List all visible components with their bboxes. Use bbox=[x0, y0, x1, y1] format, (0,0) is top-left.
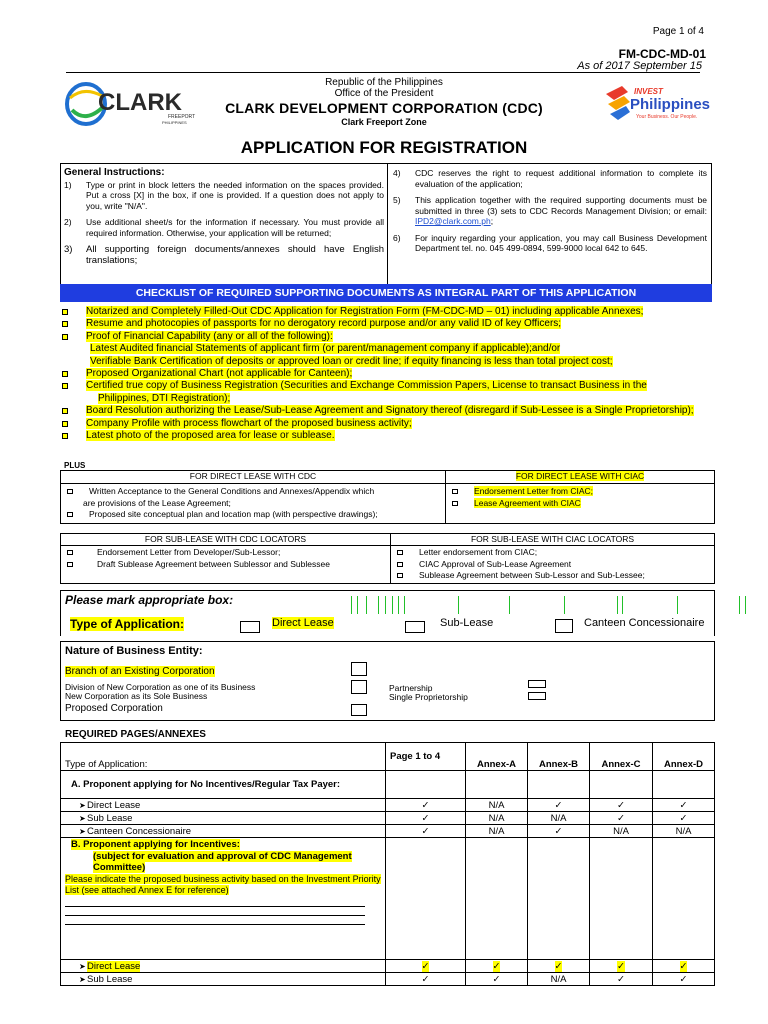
table-row bbox=[61, 973, 715, 986]
green-tick-mark bbox=[739, 596, 740, 614]
checklist-subitem: Philippines, DTI Registration); bbox=[98, 392, 231, 404]
table-cell: ✓ bbox=[590, 960, 653, 973]
option-canteen: Canteen Concessionaire bbox=[584, 617, 705, 629]
table-row bbox=[61, 812, 715, 825]
sub-lease-cdc-header: FOR SUB-LEASE WITH CDC LOCATORS bbox=[61, 534, 391, 546]
answer-line[interactable] bbox=[65, 924, 365, 925]
table-cell: ✓ bbox=[528, 799, 590, 812]
table-cell: ✓ bbox=[653, 960, 715, 973]
list-item: Sublease Agreement between Sub-Lessor and Sub-Lessee; bbox=[391, 570, 714, 582]
table-cell: ✓ bbox=[386, 799, 466, 812]
green-tick-mark bbox=[378, 596, 379, 614]
corporation-name: CLARK DEVELOPMENT CORPORATION (CDC) bbox=[225, 100, 543, 116]
checkbox[interactable] bbox=[62, 321, 68, 327]
invest-main: Philippines bbox=[630, 96, 711, 113]
sub-lease-ciac-header: FOR SUB-LEASE WITH CIAC LOCATORS bbox=[391, 534, 715, 546]
republic-line: Republic of the Philippines bbox=[325, 77, 443, 88]
table-cell: ✓ bbox=[590, 973, 653, 986]
table-cell: ✓ bbox=[466, 960, 528, 973]
checkbox[interactable] bbox=[67, 562, 73, 567]
invest-top: INVEST bbox=[634, 87, 663, 96]
office-line: Office of the President bbox=[334, 88, 434, 99]
sub-lease-table bbox=[60, 533, 715, 584]
table-cell: ✓ bbox=[386, 973, 466, 986]
table-cell: ✓ bbox=[528, 825, 590, 838]
table-cell: N/A bbox=[466, 799, 528, 812]
list-item: CIAC Approval of Sub-Lease Agreement bbox=[391, 559, 714, 571]
instruction-5: 5) This application together with the required supporting documents must be submitted in three (3) sets to CDC Records Management Division; or email: IPD2@clark.com.ph; bbox=[393, 195, 707, 226]
table-cell: ✓ bbox=[653, 812, 715, 825]
table-row bbox=[61, 825, 715, 838]
column-header: Page 1 to 4 bbox=[386, 743, 466, 771]
green-tick-mark bbox=[745, 596, 746, 614]
checkbox[interactable] bbox=[67, 512, 73, 517]
checkbox[interactable] bbox=[452, 501, 458, 506]
row-label: ➤Canteen Concessionaire bbox=[61, 825, 386, 838]
table-row bbox=[61, 799, 715, 812]
single-proprietorship-line: Single Proprietorship bbox=[389, 692, 468, 702]
green-tick-mark bbox=[564, 596, 565, 614]
checklist-item: Proof of Financial Capability (any or all of the following): bbox=[60, 331, 720, 343]
option-direct-lease: Direct Lease bbox=[272, 617, 334, 629]
section-b-heading: B. Proponent applying for Incentives: bbox=[71, 839, 240, 850]
partnership-line: Partnership bbox=[389, 683, 433, 693]
type-of-application-label: Type of Application: bbox=[70, 617, 184, 631]
checklist-item: Company Profile with process flowchart of the proposed business activity; bbox=[60, 418, 720, 430]
instructions-right bbox=[393, 168, 707, 260]
mark-box-prompt: Please mark appropriate box: bbox=[65, 593, 234, 607]
green-tick-mark bbox=[458, 596, 459, 614]
checklist-item: Certified true copy of Business Registration (Securities and Exchange Commission Papers, License to transact Business in the bbox=[60, 380, 720, 392]
checkbox[interactable] bbox=[397, 573, 403, 578]
table-cell: ✓ bbox=[590, 812, 653, 825]
proposed-checkbox[interactable] bbox=[351, 704, 367, 716]
row-label: ➤Sub Lease bbox=[61, 812, 386, 825]
instruction-2: 2) Use additional sheet/s for the information if necessary. You must provide all required information. Otherwise, your application will be returned; bbox=[64, 217, 384, 238]
type-of-application-cell: Type of Application: bbox=[61, 743, 386, 771]
instructions-heading: General Instructions: bbox=[64, 167, 165, 178]
table-cell: ✓ bbox=[386, 812, 466, 825]
instruction-3: 3) All supporting foreign documents/annexes should have English translations; bbox=[64, 244, 384, 266]
partnership-checkbox[interactable] bbox=[528, 680, 546, 688]
checklist-subitem: Verifiable Bank Certification of deposits or approved loan or credit line; if equity financing is less than total project cost; bbox=[90, 355, 613, 367]
direct-lease-ciac-header: FOR DIRECT LEASE WITH CIAC bbox=[446, 471, 715, 484]
green-tick-mark bbox=[366, 596, 367, 614]
single-proprietorship-checkbox[interactable] bbox=[528, 692, 546, 700]
new-corp-line: New Corporation as its Sole Business bbox=[65, 691, 208, 701]
green-tick-mark bbox=[404, 596, 405, 614]
checklist-item: Proposed Organizational Chart (not applicable for Canteen); bbox=[60, 368, 720, 380]
list-item: Written Acceptance to the General Conditions and Annexes/Appendix which bbox=[61, 486, 445, 498]
green-tick-mark bbox=[398, 596, 399, 614]
section-b-cell bbox=[61, 838, 386, 960]
green-tick-mark bbox=[385, 596, 386, 614]
checklist-item: Notarized and Completely Filled-Out CDC Application for Registration Form (FM-CDC-MD – 01) including applicable Annexes; bbox=[60, 306, 720, 318]
table-cell: ✓ bbox=[590, 799, 653, 812]
required-pages-title: REQUIRED PAGES/ANNEXES bbox=[65, 729, 206, 740]
green-tick-mark bbox=[357, 596, 358, 614]
list-item: Lease Agreement with CIAC bbox=[446, 498, 714, 510]
checkbox[interactable] bbox=[62, 371, 68, 377]
instruction-4: 4) CDC reserves the right to request additional information to complete its evaluation of the application; bbox=[393, 168, 707, 189]
table-cell: N/A bbox=[653, 825, 715, 838]
section-b-row bbox=[61, 838, 715, 960]
answer-line[interactable] bbox=[65, 906, 365, 907]
checkbox[interactable] bbox=[397, 562, 403, 567]
row-label: ➤Direct Lease bbox=[61, 960, 386, 973]
table-cell: ✓ bbox=[466, 973, 528, 986]
zone-line: Clark Freeport Zone bbox=[341, 117, 427, 127]
plus-label: PLUS bbox=[64, 461, 86, 470]
green-tick-mark bbox=[617, 596, 618, 614]
form-date: As of 2017 September 15 bbox=[577, 60, 702, 72]
checkbox[interactable] bbox=[452, 489, 458, 494]
checkbox[interactable] bbox=[62, 433, 68, 439]
checklist-banner: CHECKLIST OF REQUIRED SUPPORTING DOCUMENTS AS INTEGRAL PART OF THIS APPLICATION bbox=[60, 284, 712, 302]
checklist-subitem: Latest Audited financial Statements of applicant firm (or parent/management company if applicable);and/or bbox=[90, 343, 561, 355]
column-header: Annex-C bbox=[590, 743, 653, 771]
sub-lease-cdc-items bbox=[61, 546, 391, 584]
checklist-item: Latest photo of the proposed area for lease or sublease. bbox=[60, 430, 720, 442]
instruction-6: 6) For inquiry regarding your application, you may call Business Development Department tel. no. 045 499-0894, 599-9000 local 642 to 645. bbox=[393, 232, 707, 253]
table-cell: N/A bbox=[466, 812, 528, 825]
checkbox[interactable] bbox=[62, 421, 68, 427]
table-cell: ✓ bbox=[386, 960, 466, 973]
sub-lease-checkbox[interactable] bbox=[405, 621, 425, 633]
email-link[interactable]: IPD2@clark.com.ph bbox=[415, 216, 491, 226]
checkbox[interactable] bbox=[67, 489, 73, 494]
checkbox[interactable] bbox=[62, 309, 68, 315]
direct-lease-cdc-items bbox=[61, 484, 446, 524]
table-header-row bbox=[61, 743, 715, 771]
clark-sub2: PHILIPPINES bbox=[162, 120, 187, 125]
required-pages-table bbox=[60, 742, 715, 986]
header-rule bbox=[66, 72, 700, 73]
list-item: Proposed site conceptual plan and location map (with perspective drawings); bbox=[61, 509, 445, 521]
answer-line[interactable] bbox=[65, 915, 365, 916]
section-a-label: A. Proponent applying for No Incentives/Regular Tax Payer: bbox=[61, 771, 386, 799]
checkbox[interactable] bbox=[67, 550, 73, 555]
green-tick-mark bbox=[509, 596, 510, 614]
green-tick-mark bbox=[351, 596, 352, 614]
canteen-checkbox[interactable] bbox=[555, 619, 573, 633]
row-label: ➤Sub Lease bbox=[61, 973, 386, 986]
instructions-left bbox=[64, 168, 384, 272]
branch-line: Branch of an Existing Corporation bbox=[65, 666, 215, 677]
direct-lease-table bbox=[60, 470, 715, 524]
clark-word: CLARK bbox=[98, 89, 182, 116]
instructions-divider bbox=[387, 163, 388, 284]
table-cell: N/A bbox=[590, 825, 653, 838]
table-cell: ✓ bbox=[653, 973, 715, 986]
section-a-row bbox=[61, 771, 715, 799]
option-sub-lease: Sub-Lease bbox=[440, 617, 494, 629]
direct-lease-cdc-header: FOR DIRECT LEASE WITH CDC bbox=[61, 471, 446, 484]
proposed-corp-line: Proposed Corporation bbox=[65, 703, 163, 714]
column-header: Annex-D bbox=[653, 743, 715, 771]
checkbox[interactable] bbox=[62, 383, 68, 389]
page-title: APPLICATION FOR REGISTRATION bbox=[240, 138, 528, 157]
instruction-1: 1) Type or print in block letters the needed information on the spaces provided. Put a cross [X] in the box, if one is provided. If a question does not apply to you, write "N/A". bbox=[64, 179, 384, 211]
checkbox[interactable] bbox=[397, 550, 403, 555]
table-cell: N/A bbox=[528, 973, 590, 986]
clark-sub: FREEPORT bbox=[168, 114, 196, 120]
division-line: Division of New Corporation as one of its Business bbox=[65, 682, 256, 692]
list-item: Endorsement Letter from Developer/Sub-Lessor; bbox=[61, 547, 390, 559]
checklist bbox=[60, 306, 720, 442]
invest-tag: Your Business. Our People. bbox=[636, 114, 698, 120]
division-checkbox[interactable] bbox=[351, 680, 367, 694]
list-item: Letter endorsement from CIAC; bbox=[391, 547, 714, 559]
invest-philippines-logo bbox=[604, 84, 714, 122]
branch-checkbox[interactable] bbox=[351, 662, 367, 676]
table-row bbox=[61, 960, 715, 973]
column-header: Annex-B bbox=[528, 743, 590, 771]
section-b-note: Please indicate the proposed business activity based on the Investment Priority List (see attached Annex E for reference) bbox=[65, 873, 381, 895]
direct-lease-checkbox[interactable] bbox=[240, 621, 260, 633]
table-cell: N/A bbox=[528, 812, 590, 825]
table-cell: ✓ bbox=[653, 799, 715, 812]
list-item: Draft Sublease Agreement between Sublessor and Sublessee bbox=[61, 559, 390, 571]
table-cell: ✓ bbox=[386, 825, 466, 838]
list-item: Endorsement Letter from CIAC; bbox=[446, 486, 714, 498]
table-cell: ✓ bbox=[528, 960, 590, 973]
business-entity-title: Nature of Business Entity: bbox=[65, 645, 203, 657]
section-b-subheading: (subject for evaluation and approval of CDC Management bbox=[93, 850, 352, 862]
green-tick-mark bbox=[622, 596, 623, 614]
table-cell: N/A bbox=[466, 825, 528, 838]
direct-lease-ciac-items bbox=[446, 484, 715, 524]
form-code: FM-CDC-MD-01 bbox=[618, 47, 706, 61]
checkbox[interactable] bbox=[62, 334, 68, 340]
section-b-subheading: Committee) bbox=[93, 862, 146, 873]
row-label: ➤Direct Lease bbox=[61, 799, 386, 812]
column-header: Annex-A bbox=[466, 743, 528, 771]
checkbox[interactable] bbox=[62, 408, 68, 414]
page-number: Page 1 of 4 bbox=[652, 26, 704, 37]
checklist-item: Resume and photocopies of passports for no derogatory record purpose and/or any valid ID of key Officers; bbox=[60, 318, 720, 330]
list-item: are provisions of the Lease Agreement; bbox=[83, 497, 231, 508]
green-tick-mark bbox=[677, 596, 678, 614]
green-tick-mark bbox=[392, 596, 393, 614]
sub-lease-ciac-items bbox=[391, 546, 715, 584]
checklist-item: Board Resolution authorizing the Lease/Sub-Lease Agreement and Signatory thereof (disregard if Sub-Lessee is a Single Proprietorship); bbox=[60, 405, 720, 417]
